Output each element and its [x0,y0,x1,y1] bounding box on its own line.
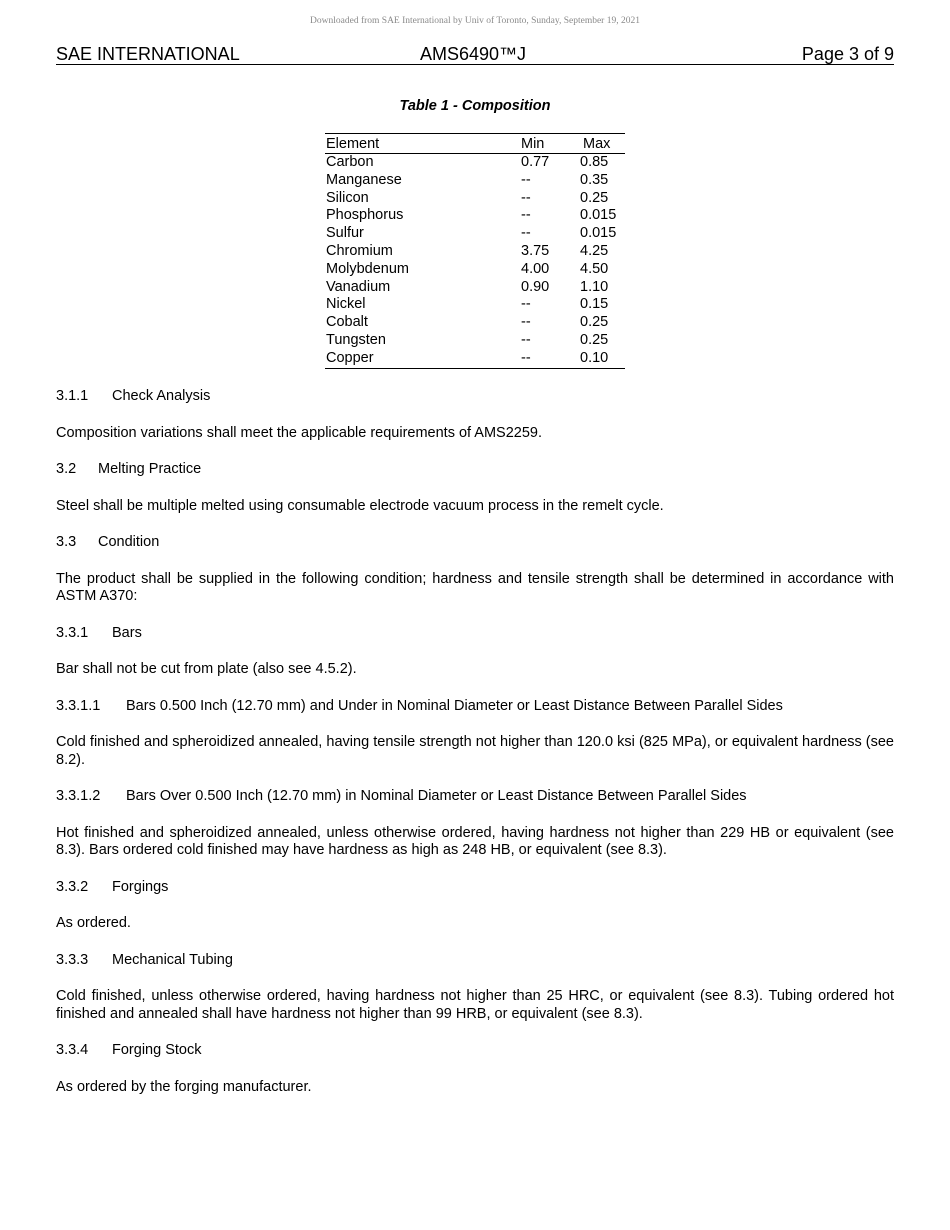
cell-min: 0.77 [521,154,550,170]
cell-max: 0.015 [580,225,617,242]
table-header-row [325,134,625,153]
cell-max: 0.35 [580,171,609,188]
section-number: 3.3.3 [56,951,89,968]
cell-min: -- [521,207,531,224]
header-doc-id: AMS6490™J [420,44,527,64]
cell-element: Molybdenum [326,260,410,277]
section-paragraph: Composition variations shall meet the applicable requirements of AMS2259. [56,424,543,441]
section-title: Forgings [112,878,169,895]
section-number: 3.3.2 [56,878,89,895]
table-row [325,296,625,314]
section-number: 3.2 [56,461,77,477]
section-title: Melting Practice [98,461,202,477]
cell-min: -- [521,331,531,348]
table-row [325,190,625,208]
header-org: SAE INTERNATIONAL [56,44,240,64]
document-body [56,388,894,1115]
section-heading [56,625,894,643]
table-body [325,154,625,368]
table-row [325,225,625,243]
cell-min: -- [521,171,531,188]
column-header-min: Min [521,136,545,152]
cell-element: Cobalt [326,314,368,331]
cell-element: Nickel [326,296,366,313]
composition-table [325,133,625,369]
section-heading [56,1042,894,1060]
cell-min: 4.00 [521,260,550,277]
cell-element: Manganese [326,171,402,188]
cell-max: 0.25 [580,331,609,348]
cell-min: -- [521,349,531,366]
table-row [325,279,625,297]
section-heading [56,698,894,716]
cell-max: 1.10 [580,278,609,295]
section-number: 3.1.1 [56,388,89,404]
section-title: Bars Over 0.500 Inch (12.70 mm) in Nominal Diameter or Least Distance Between Parallel Sides [126,788,747,804]
cell-min: -- [521,314,531,331]
section-number: 3.3 [56,534,77,550]
cell-element: Tungsten [326,331,386,348]
section-heading [56,534,894,552]
download-watermark: Downloaded from SAE International by Univ of Toronto, Sunday, September 19, 2021 [310,16,640,26]
cell-element: Phosphorus [326,207,404,224]
table-row [325,207,625,225]
section-title: Check Analysis [112,388,211,404]
section-heading [56,461,894,479]
cell-min: -- [521,225,531,242]
cell-element: Carbon [326,154,374,170]
section-heading [56,788,894,806]
table-row [325,154,625,172]
section-paragraph: Cold finished and spheroidized annealed, having tensile strength not higher than 120.0 ksi (825 MPa), or equivalent hardness (see 8.2). [56,734,894,768]
section-heading [56,952,894,970]
cell-min: 0.90 [521,278,550,295]
section-title: Forging Stock [112,1042,202,1058]
section-paragraph: Hot finished and spheroidized annealed, unless otherwise ordered, having hardness not higher than 229 HB or equivalent (see 8.3). Bars ordered cold finished may have hardness as high as 248 HB, or equivalent (see 8.3). [56,824,894,858]
cell-element: Copper [326,349,374,366]
table-header [325,134,625,154]
cell-max: 0.25 [580,314,609,331]
section-paragraph: Bar shall not be cut from plate (also see 4.5.2). [56,661,357,677]
section-number: 3.3.4 [56,1042,89,1058]
header-page-number: Page 3 of 9 [801,44,894,64]
cell-max: 0.25 [580,189,609,206]
page-header [56,44,894,65]
cell-max: 0.015 [580,207,617,224]
section-paragraph: As ordered. [56,915,131,931]
table-row [325,332,625,350]
table-row [325,350,625,368]
cell-element: Chromium [326,242,393,259]
table-row [325,243,625,261]
section-title: Mechanical Tubing [112,951,233,968]
cell-max: 0.10 [580,349,609,366]
cell-max: 4.25 [580,242,609,259]
table-row [325,172,625,190]
section-title: Bars [112,624,142,641]
table-row [325,314,625,332]
section-paragraph: The product shall be supplied in the following condition; hardness and tensile strength shall be determined in accordance with ASTM A370: [56,570,894,604]
section-title: Bars 0.500 Inch (12.70 mm) and Under in Nominal Diameter or Least Distance Between Parallel Sides [126,697,783,714]
section-heading [56,879,894,897]
section-title: Condition [98,534,160,550]
section-paragraph: Steel shall be multiple melted using consumable electrode vacuum process in the remelt cycle. [56,497,664,514]
column-header-max: Max [583,136,611,152]
section-number: 3.3.1 [56,624,89,641]
cell-min: 3.75 [521,242,550,259]
cell-max: 0.15 [580,296,609,313]
cell-element: Silicon [326,189,369,206]
section-paragraph: As ordered by the forging manufacturer. [56,1078,312,1095]
cell-min: -- [521,296,531,313]
cell-element: Sulfur [326,225,364,242]
section-number: 3.3.1.2 [56,788,101,804]
section-paragraph: Cold finished, unless otherwise ordered, having hardness not higher than 25 HRC, or equivalent (see 8.3). Tubing ordered hot finished and annealed shall have hardness not higher than 99 HRB, or equivalent (see 8.3). [56,988,894,1022]
column-header-element: Element [326,136,380,152]
table-title: Table 1 - Composition [399,98,551,114]
cell-element: Vanadium [326,278,391,295]
section-number: 3.3.1.1 [56,697,101,714]
section-heading [56,388,894,406]
table-row [325,261,625,279]
cell-min: -- [521,189,531,206]
cell-max: 4.50 [580,260,609,277]
cell-max: 0.85 [580,154,609,170]
